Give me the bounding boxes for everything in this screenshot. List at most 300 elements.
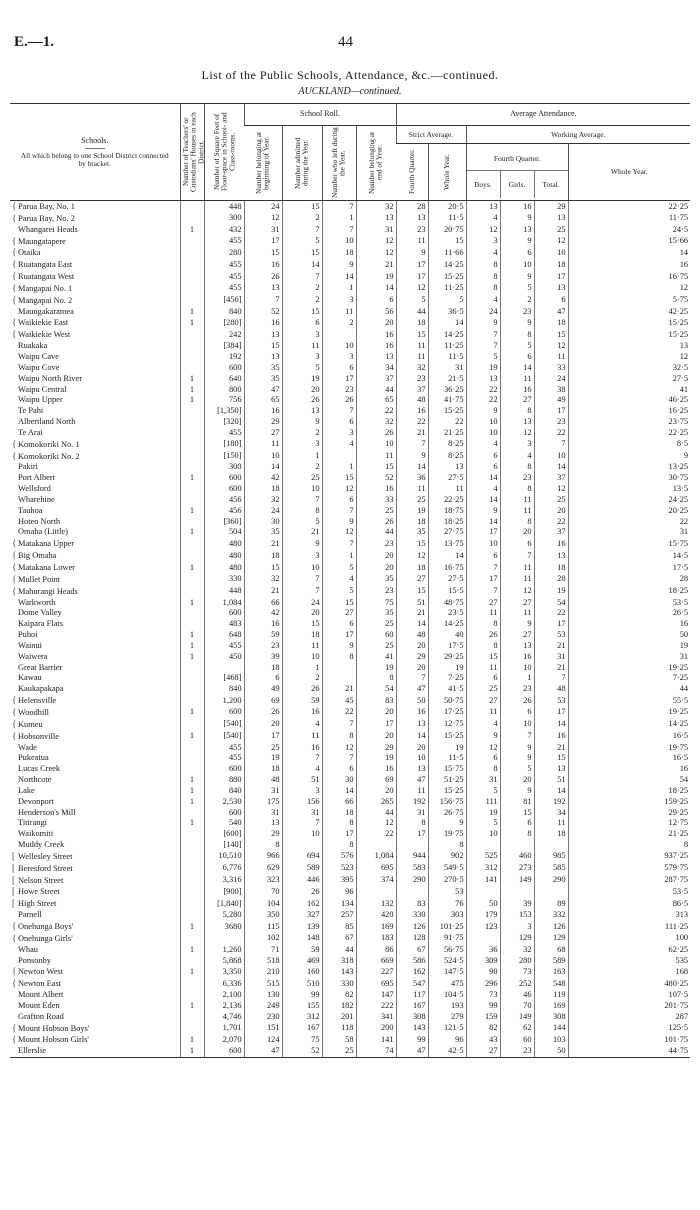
table-cell: 47	[244, 1046, 282, 1057]
table-cell: 11	[282, 341, 322, 352]
school-name	[10, 775, 180, 786]
table-cell	[500, 840, 534, 851]
table-cell: 1	[282, 663, 322, 674]
table-cell: 327	[282, 910, 322, 921]
page-reference: E.—1.	[14, 34, 55, 50]
table-cell: 24	[534, 374, 568, 385]
table-cell: 6	[282, 317, 322, 329]
table-cell: 69	[356, 775, 396, 786]
table-cell: 103	[534, 1034, 568, 1046]
table-cell: 840	[204, 684, 244, 695]
table-row	[10, 538, 690, 550]
table-cell: 200	[356, 1023, 396, 1035]
table-row	[10, 213, 690, 225]
table-cell: 230	[244, 1012, 282, 1023]
table-cell: 149	[500, 875, 534, 887]
table-cell	[180, 978, 204, 990]
table-cell: 19	[428, 663, 466, 674]
table-cell: 42·25	[568, 307, 690, 318]
table-cell: 5	[396, 295, 428, 307]
table-cell: 455	[204, 641, 244, 652]
table-cell: 26	[282, 684, 322, 695]
school-name-text: Woodhill	[18, 707, 49, 717]
table-cell: 47	[534, 307, 568, 318]
table-cell: 23	[500, 684, 534, 695]
table-cell: 20	[356, 731, 396, 743]
table-cell: 5	[282, 363, 322, 374]
table-cell: 32·5	[568, 363, 690, 374]
table-cell: 1	[180, 473, 204, 484]
table-cell: 7	[282, 495, 322, 506]
table-cell: 5	[322, 586, 356, 598]
table-cell: 24·25	[568, 495, 690, 506]
table-cell: 16·75	[568, 271, 690, 283]
table-cell: 16	[568, 764, 690, 775]
table-cell: 29	[396, 652, 428, 663]
table-cell: 69	[244, 695, 282, 707]
school-name	[10, 1023, 180, 1035]
table-cell: 141	[356, 1034, 396, 1046]
table-cell: 480	[204, 550, 244, 562]
table-cell: 16	[244, 406, 282, 417]
table-cell	[466, 933, 500, 945]
table-cell: 5	[500, 283, 534, 295]
table-cell: 12	[466, 743, 500, 754]
table-cell: 15	[396, 538, 428, 550]
table-cell: 21	[322, 684, 356, 695]
table-cell: 2	[322, 317, 356, 329]
table-cell: 15·25	[568, 317, 690, 329]
table-cell: 296	[466, 978, 500, 990]
table-cell: 37	[356, 374, 396, 385]
table-cell: 34	[356, 363, 396, 374]
table-cell: 18	[282, 630, 322, 641]
table-cell: 62	[500, 1023, 534, 1035]
table-cell: 162	[396, 966, 428, 978]
table-cell: 47	[396, 1046, 428, 1057]
table-cell: 518	[244, 956, 282, 967]
district-bracket: {	[12, 201, 17, 211]
table-cell: 455	[204, 283, 244, 295]
table-cell: 18	[244, 550, 282, 562]
table-cell: 15	[282, 619, 322, 630]
table-cell: 26·75	[428, 808, 466, 819]
school-name	[10, 641, 180, 652]
table-row	[10, 753, 690, 764]
table-row	[10, 385, 690, 396]
table-cell: 102	[244, 933, 282, 945]
table-cell: 3	[322, 428, 356, 439]
table-cell: 469	[282, 956, 322, 967]
table-cell: 9	[428, 818, 466, 829]
table-row	[10, 851, 690, 863]
table-row	[10, 608, 690, 619]
school-name	[10, 786, 180, 797]
table-cell: 35	[356, 608, 396, 619]
table-cell: 10	[356, 439, 396, 451]
table-cell: 341	[356, 1012, 396, 1023]
table-cell: 9	[322, 259, 356, 271]
table-cell: 11·5	[428, 213, 466, 225]
table-cell: 85	[322, 921, 356, 933]
table-cell: 17·5	[428, 641, 466, 652]
table-cell: 549·5	[428, 863, 466, 875]
school-name	[10, 619, 180, 630]
table-cell: 4	[466, 247, 500, 259]
table-row	[10, 840, 690, 851]
table-cell: 10	[244, 451, 282, 463]
table-row	[10, 598, 690, 609]
school-name-text: Wellsford	[18, 484, 51, 494]
table-cell: 36·5	[428, 307, 466, 318]
table-cell: 17	[244, 236, 282, 248]
table-cell: 600	[204, 1046, 244, 1057]
table-cell: 7	[282, 818, 322, 829]
school-name-text: Warkworth	[18, 597, 56, 607]
table-cell: 13	[396, 719, 428, 731]
table-cell: 143	[396, 1023, 428, 1035]
school-name	[10, 307, 180, 318]
table-cell: 3	[500, 921, 534, 933]
table-cell: 59	[282, 945, 322, 956]
table-cell: 148	[282, 933, 322, 945]
table-cell: 12	[534, 484, 568, 495]
table-cell: 17	[534, 619, 568, 630]
district-bracket: [	[12, 898, 15, 909]
school-name-text: Mount Hobson Girls'	[18, 1035, 89, 1045]
table-row	[10, 307, 690, 318]
table-cell: 12	[356, 818, 396, 829]
table-cell: 31	[568, 527, 690, 538]
table-row	[10, 1023, 690, 1035]
table-cell: 579·75	[568, 863, 690, 875]
table-cell: 8·25	[428, 451, 466, 463]
table-cell: 19	[534, 586, 568, 598]
table-cell	[322, 329, 356, 341]
table-cell: 840	[204, 786, 244, 797]
table-cell: 39	[244, 652, 282, 663]
table-cell	[396, 886, 428, 898]
table-cell: 25	[282, 473, 322, 484]
table-cell: 89	[534, 898, 568, 910]
table-cell: 19·75	[568, 743, 690, 754]
school-name	[10, 213, 180, 225]
table-cell: 4	[322, 574, 356, 586]
table-cell: 313	[568, 910, 690, 921]
table-cell: 265	[356, 797, 396, 808]
table-cell: 52	[356, 473, 396, 484]
table-cell: 14	[466, 495, 500, 506]
table-row	[10, 966, 690, 978]
table-cell: 149	[500, 1012, 534, 1023]
table-cell: 1	[180, 598, 204, 609]
table-cell: 62·25	[568, 945, 690, 956]
table-cell	[534, 840, 568, 851]
table-cell: 29·25	[568, 808, 690, 819]
table-cell: 13	[396, 213, 428, 225]
table-cell: 8·5	[568, 439, 690, 451]
table-cell: 51	[534, 775, 568, 786]
header-strict-whole-year-label: Whole Year.	[442, 154, 452, 190]
table-cell: 16·75	[428, 562, 466, 574]
table-cell: 19	[396, 506, 428, 517]
table-cell: 455	[204, 259, 244, 271]
table-cell: 23	[396, 374, 428, 385]
table-row	[10, 495, 690, 506]
table-cell: 24	[244, 201, 282, 213]
table-cell: 50	[466, 898, 500, 910]
table-cell: 3	[466, 236, 500, 248]
table-cell: 44	[356, 527, 396, 538]
table-cell	[180, 910, 204, 921]
table-cell: 44·75	[568, 1046, 690, 1057]
table-cell: 21·25	[428, 428, 466, 439]
table-cell: 14	[396, 731, 428, 743]
table-cell: 547	[396, 978, 428, 990]
table-cell: 21	[282, 527, 322, 538]
table-cell: 12·75	[428, 719, 466, 731]
table-cell: 18	[534, 829, 568, 840]
table-row	[10, 652, 690, 663]
table-cell: 25	[356, 641, 396, 652]
table-cell: 7	[282, 574, 322, 586]
school-name-text: Whangarei Heads	[18, 224, 78, 234]
table-row	[10, 517, 690, 528]
table-cell: 8	[322, 818, 356, 829]
table-cell: 13	[244, 283, 282, 295]
table-cell: 1	[322, 283, 356, 295]
table-row	[10, 707, 690, 719]
table-row	[10, 562, 690, 574]
table-cell: 9	[466, 731, 500, 743]
school-name-text: Hoteo North	[18, 516, 61, 526]
table-cell: 13	[534, 550, 568, 562]
table-cell: 44	[356, 808, 396, 819]
table-cell: 12	[322, 484, 356, 495]
district-bracket: {	[12, 562, 17, 572]
table-cell: 11	[244, 439, 282, 451]
table-cell: 2	[282, 283, 322, 295]
table-row	[10, 818, 690, 829]
header-working-fourth-quarter	[466, 144, 568, 201]
table-cell: 125·5	[568, 1023, 690, 1035]
school-name	[10, 652, 180, 663]
table-cell: 10	[466, 538, 500, 550]
table-cell: 9	[500, 786, 534, 797]
table-cell: 27	[466, 1046, 500, 1057]
school-name-text: Titirangi	[18, 818, 48, 828]
table-row	[10, 363, 690, 374]
table-cell: 49	[244, 684, 282, 695]
table-cell: 10	[322, 341, 356, 352]
header-sqft-label: Number of Square Feet of Floor-space in School- and Class-rooms.	[211, 112, 236, 192]
table-cell: 9	[466, 317, 500, 329]
table-cell: 33	[356, 495, 396, 506]
table-cell: 2,100	[204, 990, 244, 1001]
school-name-text: Wade	[18, 742, 37, 752]
table-cell: 22	[534, 428, 568, 439]
table-row	[10, 428, 690, 439]
table-cell: 7	[322, 506, 356, 517]
table-row	[10, 439, 690, 451]
table-cell: 312	[466, 863, 500, 875]
table-cell	[180, 329, 204, 341]
table-cell: 5,868	[204, 956, 244, 967]
table-cell: 17	[466, 527, 500, 538]
table-cell: 7	[534, 673, 568, 684]
table-cell: 143	[322, 966, 356, 978]
table-cell: 51·25	[428, 775, 466, 786]
table-cell	[180, 550, 204, 562]
table-cell: 40	[428, 630, 466, 641]
table-cell: 475	[428, 978, 466, 990]
table-cell	[180, 608, 204, 619]
district-bracket: {	[12, 247, 17, 258]
table-cell: 86·5	[568, 898, 690, 910]
table-cell: 23·5	[428, 608, 466, 619]
table-cell: 6	[356, 295, 396, 307]
district-bracket: {	[12, 921, 17, 931]
table-cell: 37	[534, 527, 568, 538]
table-cell	[180, 484, 204, 495]
school-name-text: Maungatapere	[18, 236, 66, 246]
table-cell: 25	[534, 495, 568, 506]
table-cell: 3,316	[204, 875, 244, 887]
table-cell: 26	[356, 428, 396, 439]
table-cell: 59	[282, 695, 322, 707]
table-cell: 5	[466, 352, 500, 363]
table-cell: 669	[356, 956, 396, 967]
table-cell: [600]	[204, 829, 244, 840]
table-cell: 4	[466, 295, 500, 307]
header-strict-fourth-quarter-label: Fourth Quarter.	[406, 149, 416, 195]
district-bracket: {	[12, 271, 17, 282]
table-cell: 5	[322, 562, 356, 574]
table-cell: 7	[244, 295, 282, 307]
table-cell: 19	[428, 743, 466, 754]
table-cell: 14·25	[428, 619, 466, 630]
table-cell: 13	[396, 764, 428, 775]
table-cell: [360]	[204, 517, 244, 528]
table-cell: 20	[500, 527, 534, 538]
table-cell: 25	[466, 684, 500, 695]
table-cell: 3	[322, 295, 356, 307]
table-cell: 12·75	[568, 818, 690, 829]
table-cell: 159·25	[568, 797, 690, 808]
table-row	[10, 910, 690, 921]
table-cell	[180, 417, 204, 428]
table-cell: [1,350]	[204, 406, 244, 417]
table-cell: 11	[356, 451, 396, 463]
table-cell: 7	[534, 439, 568, 451]
header-left	[322, 126, 356, 201]
table-cell: 1	[180, 225, 204, 236]
table-cell: 22·25	[428, 495, 466, 506]
table-cell: 332	[534, 910, 568, 921]
table-cell: 12	[466, 225, 500, 236]
table-cell: 20	[396, 743, 428, 754]
table-cell: 201	[322, 1012, 356, 1023]
table-cell: 14	[356, 283, 396, 295]
table-cell: 5	[466, 786, 500, 797]
table-cell: 629	[244, 863, 282, 875]
table-cell: 192	[204, 352, 244, 363]
table-row	[10, 341, 690, 352]
table-cell: 10	[282, 829, 322, 840]
table-cell: 11	[500, 495, 534, 506]
table-cell: 11·5	[428, 352, 466, 363]
table-cell: 7	[396, 439, 428, 451]
school-name	[10, 236, 180, 248]
table-cell: 107·5	[568, 990, 690, 1001]
school-name	[10, 574, 180, 586]
table-cell: 16	[356, 764, 396, 775]
table-cell: 86	[356, 945, 396, 956]
school-name-text: Waipu Cave	[18, 351, 59, 361]
table-cell: 11	[428, 484, 466, 495]
table-cell	[180, 619, 204, 630]
table-cell: 15	[534, 753, 568, 764]
school-name	[10, 695, 180, 707]
table-cell: 41	[568, 385, 690, 396]
school-name	[10, 329, 180, 341]
table-cell: 36	[466, 945, 500, 956]
table-row	[10, 743, 690, 754]
table-cell: 222	[356, 1001, 396, 1012]
table-cell: 1	[282, 451, 322, 463]
table-cell: 17	[396, 829, 428, 840]
school-name	[10, 1001, 180, 1012]
header-strict-fourth-quarter	[396, 144, 428, 201]
table-cell: 3	[500, 439, 534, 451]
table-cell: 23	[534, 417, 568, 428]
table-cell: 17	[396, 271, 428, 283]
table-cell: 124	[244, 1034, 282, 1046]
table-cell: 56	[356, 307, 396, 318]
school-name-text: Kumeu	[18, 719, 43, 729]
header-schools-note: All which belong to one School District connected by bracket.	[20, 151, 169, 168]
table-cell: 273	[500, 863, 534, 875]
table-cell: 22·25	[568, 428, 690, 439]
table-cell	[180, 695, 204, 707]
table-cell: 26	[356, 517, 396, 528]
table-cell: 21	[534, 641, 568, 652]
table-cell: 33	[534, 363, 568, 374]
table-cell: 7	[500, 550, 534, 562]
table-cell: 156·75	[428, 797, 466, 808]
table-cell: 30	[322, 775, 356, 786]
table-cell: 20	[396, 663, 428, 674]
school-name	[10, 317, 180, 329]
table-cell: 9	[322, 641, 356, 652]
table-cell: [468]	[204, 673, 244, 684]
school-name-text: Pukeatua	[18, 753, 49, 763]
table-cell: 8	[500, 329, 534, 341]
table-cell: 21	[396, 428, 428, 439]
table-cell: [900]	[204, 886, 244, 898]
table-cell: 59	[244, 630, 282, 641]
table-row	[10, 271, 690, 283]
table-cell: 7·25	[428, 673, 466, 684]
school-name	[10, 271, 180, 283]
school-name	[10, 538, 180, 550]
table-cell: [320]	[204, 417, 244, 428]
table-row	[10, 731, 690, 743]
school-name	[10, 201, 180, 213]
table-cell: 3	[282, 352, 322, 363]
school-name	[10, 428, 180, 439]
table-cell: 32	[500, 945, 534, 956]
